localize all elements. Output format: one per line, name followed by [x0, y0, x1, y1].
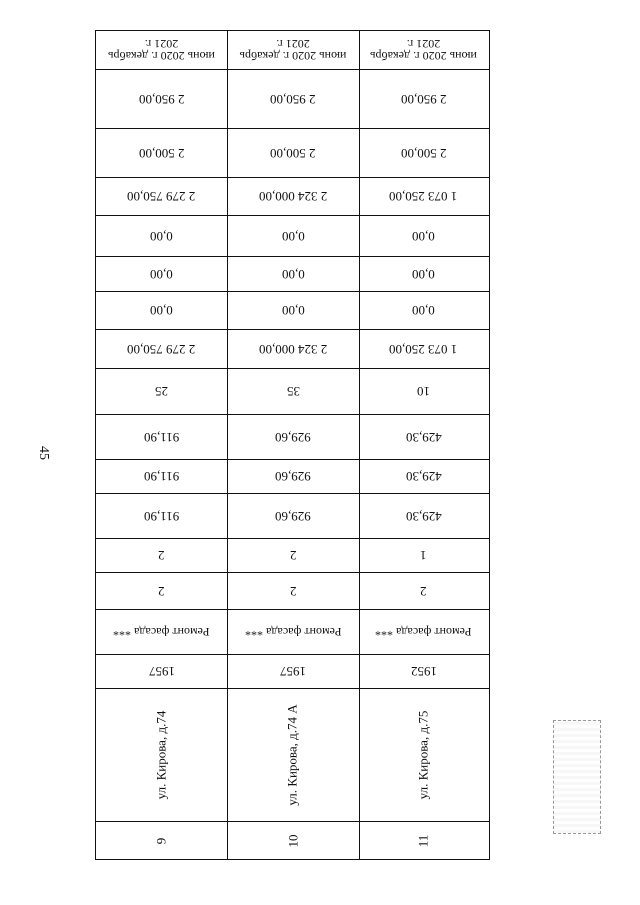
table-cell-work: Ремонт фасада ***	[375, 625, 472, 639]
table-cell-c2: 2	[289, 548, 297, 563]
table-cell-address: ул. Кирова, д.74	[153, 710, 169, 799]
table-cell-cost-d: 2 279 750,00	[127, 341, 196, 357]
table-cell-work: Ремонт фасада ***	[113, 625, 210, 639]
table-cell-c1: 2	[158, 583, 165, 599]
table-cell-year: 1952	[410, 664, 437, 679]
table-cell-period: июнь 2020 г. декабрь 2021 г.	[239, 37, 347, 63]
table-cell-c2: 1	[420, 548, 427, 563]
table-cell-c2: 2	[158, 548, 165, 563]
table-cell-c1: 2	[289, 583, 297, 599]
table-cell-unit-cost: 2 500,00	[400, 145, 447, 161]
table-cell-area-3: 929,60	[275, 429, 311, 445]
table-cell-cost-b: 0,00	[150, 266, 173, 282]
table-cell-area-2: 911,90	[143, 469, 180, 484]
table-cell-cost-a: 0,00	[412, 228, 435, 244]
repair-table	[95, 30, 490, 860]
table-cell-area-3: 429,30	[405, 429, 442, 445]
table-cell-cost-a: 0,00	[281, 228, 305, 244]
table-cell-cost-d: 1 073 250,00	[389, 341, 458, 357]
table-cell-num: 9	[153, 837, 169, 845]
table-cell-residents: 35	[286, 384, 300, 399]
table-cell-limit-cost: 2 950,00	[270, 91, 316, 107]
table-cell-cost-total: 1 073 250,00	[389, 189, 458, 204]
table-cell-area-3: 911,90	[143, 429, 180, 445]
table-cell-limit-cost: 2 950,00	[138, 91, 185, 107]
table-cell-year: 1957	[280, 664, 306, 679]
table-cell-period: июнь 2020 г. декабрь 2021 г.	[108, 37, 215, 63]
stamp-mark	[553, 720, 601, 834]
table-cell-cost-total: 2 324 000,00	[258, 189, 328, 204]
table-cell-address: ул. Кирова, д.74 А	[284, 703, 300, 806]
table-cell-cost-b: 0,00	[281, 266, 305, 282]
table-cell-residents: 10	[417, 384, 430, 399]
table-cell-cost-b: 0,00	[412, 266, 435, 282]
table-cell-c1: 2	[420, 583, 427, 599]
table-cell-area-1: 429,30	[405, 508, 442, 524]
table-cell-cost-total: 2 279 750,00	[127, 189, 196, 204]
table-cell-cost-d: 2 324 000,00	[258, 341, 328, 357]
table-cell-residents: 25	[155, 384, 168, 399]
table-cell-period: июнь 2020 г. декабрь 2021 г.	[370, 37, 477, 63]
table-cell-limit-cost: 2 950,00	[400, 91, 447, 107]
table-cell-unit-cost: 2 500,00	[270, 145, 316, 161]
table-cell-area-1: 929,60	[275, 508, 311, 524]
table-cell-work: Ремонт фасада ***	[244, 625, 342, 639]
table-cell-area-2: 429,30	[405, 469, 442, 484]
table-cell-area-2: 929,60	[275, 469, 311, 484]
table-cell-num: 10	[285, 834, 300, 848]
table-cell-num: 11	[415, 834, 431, 848]
table-cell-area-1: 911,90	[143, 508, 180, 524]
table-cell-cost-c: 0,00	[150, 303, 173, 318]
table-cell-cost-a: 0,00	[150, 228, 173, 244]
table-cell-cost-c: 0,00	[412, 303, 435, 318]
table-cell-unit-cost: 2 500,00	[138, 145, 185, 161]
table-cell-year: 1957	[148, 664, 175, 679]
page-number: 45	[36, 446, 51, 460]
table-cell-cost-c: 0,00	[281, 303, 305, 318]
table-cell-address: ул. Кирова, д.75	[415, 710, 431, 799]
